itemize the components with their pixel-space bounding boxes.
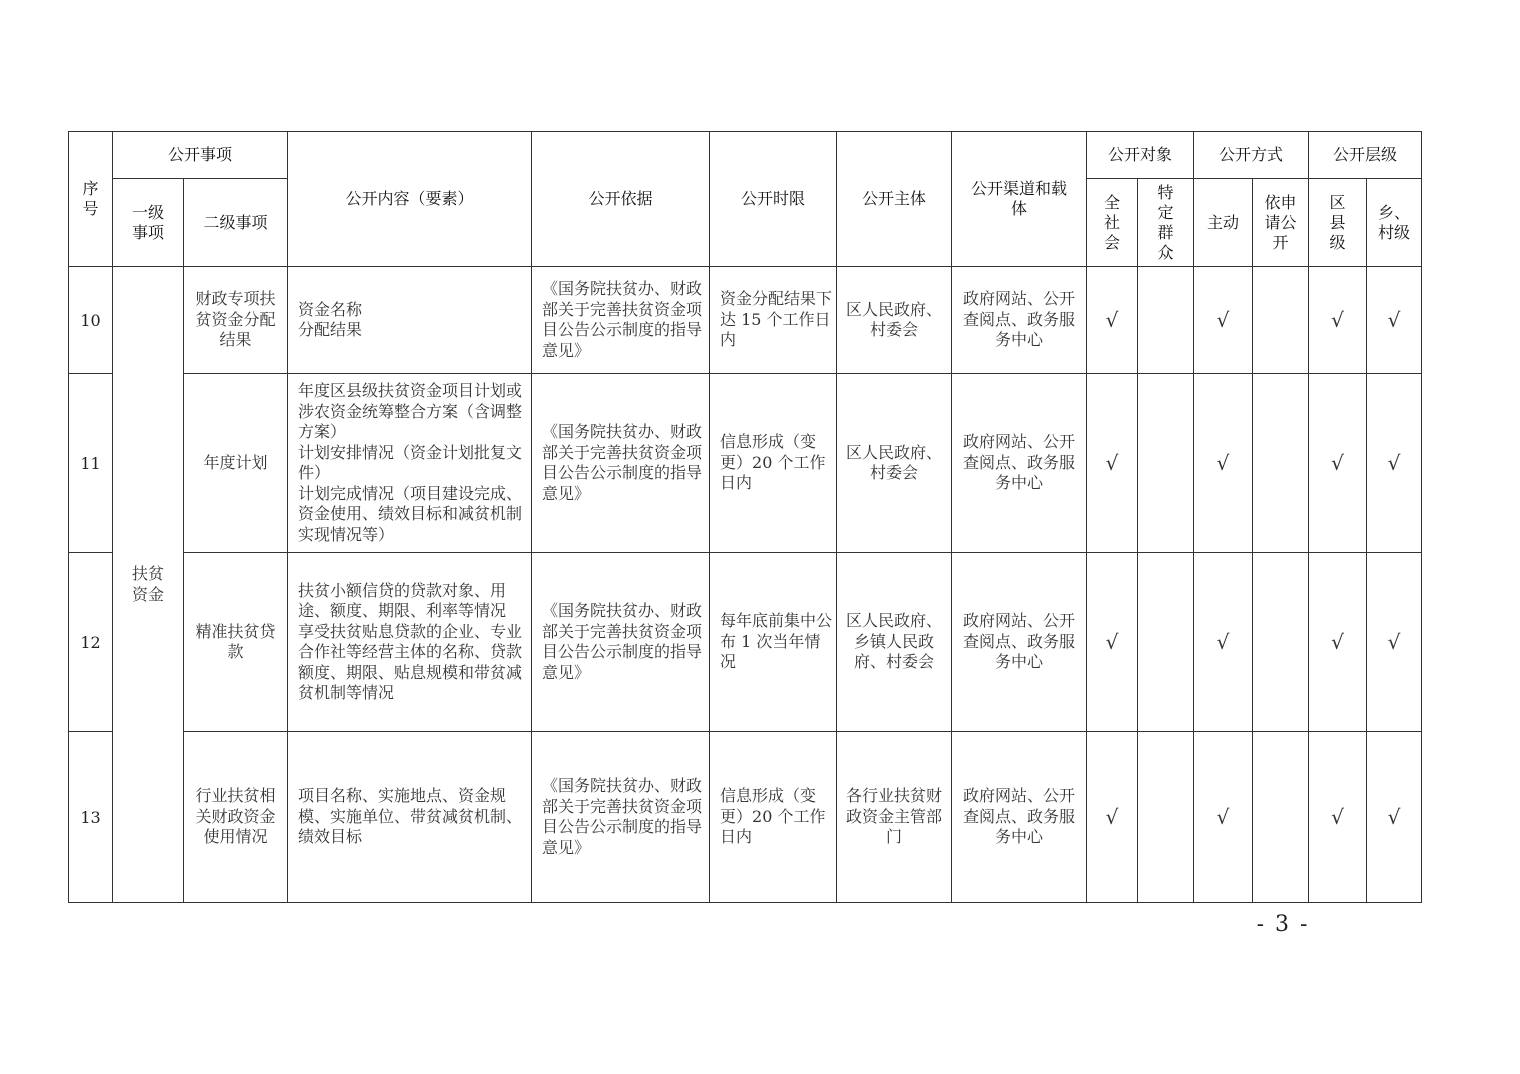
check-level-county: √: [1309, 267, 1367, 374]
header-subject: 公开主体: [837, 132, 952, 267]
row-basis: 《国务院扶贫办、财政部关于完善扶贫资金项目公告公示制度的指导意见》: [532, 374, 710, 553]
header-level-town: 乡、村级: [1367, 179, 1422, 267]
header-method-request: 依申请公开: [1253, 179, 1309, 267]
header-method-active: 主动: [1194, 179, 1253, 267]
row-level2: 财政专项扶贫资金分配结果: [184, 267, 288, 374]
table-row: [69, 553, 1422, 732]
row-content: 扶贫小额信贷的贷款对象、用途、额度、期限、利率等情况 享受扶贫贴息贷款的企业、专业合作社等经营主体的名称、贷款额度、期限、贴息规模和带贫减贫机制等情况: [288, 553, 532, 732]
table-row: [69, 267, 1422, 374]
page-number: - 3 -: [1256, 912, 1310, 937]
check-method-active: √: [1194, 267, 1253, 374]
header-level2: 二级事项: [184, 179, 288, 267]
row-level2: 精准扶贫贷款: [184, 553, 288, 732]
check-audience-specific: [1138, 732, 1194, 903]
header-basis: 公开依据: [532, 132, 710, 267]
row-level2: 行业扶贫相关财政资金使用情况: [184, 732, 288, 903]
row-time-limit: 信息形成（变更）20 个工作日内: [710, 732, 837, 903]
table-row: [69, 732, 1422, 903]
category-cell: 扶贫资金: [113, 267, 184, 903]
row-basis: 《国务院扶贫办、财政部关于完善扶贫资金项目公告公示制度的指导意见》: [532, 732, 710, 903]
check-level-town: √: [1367, 732, 1422, 903]
header-audience-specific: 特定群众: [1138, 179, 1194, 267]
header-audience-group: 公开对象: [1087, 132, 1194, 179]
row-content: 资金名称 分配结果: [288, 267, 532, 374]
header-channel: 公开渠道和载体: [952, 132, 1087, 267]
row-channel: 政府网站、公开查阅点、政务服务中心: [952, 374, 1087, 553]
row-channel: 政府网站、公开查阅点、政务服务中心: [952, 553, 1087, 732]
check-method-active: √: [1194, 553, 1253, 732]
check-level-county: √: [1309, 732, 1367, 903]
table-row: [69, 374, 1422, 553]
check-level-county: √: [1309, 374, 1367, 553]
header-item-group: 公开事项: [113, 132, 288, 179]
check-audience-all: √: [1087, 732, 1138, 903]
check-audience-all: √: [1087, 374, 1138, 553]
row-seq: 12: [69, 553, 113, 732]
check-level-county: √: [1309, 553, 1367, 732]
check-audience-specific: [1138, 374, 1194, 553]
header-audience-all: 全社会: [1087, 179, 1138, 267]
check-audience-all: √: [1087, 553, 1138, 732]
check-level-town: √: [1367, 553, 1422, 732]
row-subject: 区人民政府、村委会: [837, 267, 952, 374]
row-seq: 13: [69, 732, 113, 903]
header-method-group: 公开方式: [1194, 132, 1309, 179]
row-channel: 政府网站、公开查阅点、政务服务中心: [952, 732, 1087, 903]
header-level1: 一级事项: [113, 179, 184, 267]
row-time-limit: 每年底前集中公布 1 次当年情况: [710, 553, 837, 732]
row-subject: 区人民政府、乡镇人民政府、村委会: [837, 553, 952, 732]
check-method-request: [1253, 267, 1309, 374]
header-seq: 序号: [69, 132, 113, 267]
row-content: 项目名称、实施地点、资金规模、实施单位、带贫减贫机制、绩效目标: [288, 732, 532, 903]
header-level-county: 区县级: [1309, 179, 1367, 267]
check-level-town: √: [1367, 374, 1422, 553]
row-basis: 《国务院扶贫办、财政部关于完善扶贫资金项目公告公示制度的指导意见》: [532, 267, 710, 374]
row-time-limit: 资金分配结果下达 15 个工作日内: [710, 267, 837, 374]
row-level2: 年度计划: [184, 374, 288, 553]
check-method-active: √: [1194, 732, 1253, 903]
check-method-request: [1253, 732, 1309, 903]
check-audience-all: √: [1087, 267, 1138, 374]
row-seq: 11: [69, 374, 113, 553]
check-method-request: [1253, 374, 1309, 553]
row-seq: 10: [69, 267, 113, 374]
check-method-active: √: [1194, 374, 1253, 553]
header-level-group: 公开层级: [1309, 132, 1422, 179]
header-content: 公开内容（要素）: [288, 132, 532, 267]
row-content: 年度区县级扶贫资金项目计划或涉农资金统筹整合方案（含调整方案） 计划安排情况（资金计划批复文件） 计划完成情况（项目建设完成、资金使用、绩效目标和减贫机制实现情况等）: [288, 374, 532, 553]
row-time-limit: 信息形成（变更）20 个工作日内: [710, 374, 837, 553]
disclosure-table: [68, 131, 1422, 903]
row-basis: 《国务院扶贫办、财政部关于完善扶贫资金项目公告公示制度的指导意见》: [532, 553, 710, 732]
check-method-request: [1253, 553, 1309, 732]
header-time-limit: 公开时限: [710, 132, 837, 267]
row-subject: 各行业扶贫财政资金主管部门: [837, 732, 952, 903]
row-subject: 区人民政府、村委会: [837, 374, 952, 553]
check-audience-specific: [1138, 553, 1194, 732]
check-audience-specific: [1138, 267, 1194, 374]
row-channel: 政府网站、公开查阅点、政务服务中心: [952, 267, 1087, 374]
check-level-town: √: [1367, 267, 1422, 374]
